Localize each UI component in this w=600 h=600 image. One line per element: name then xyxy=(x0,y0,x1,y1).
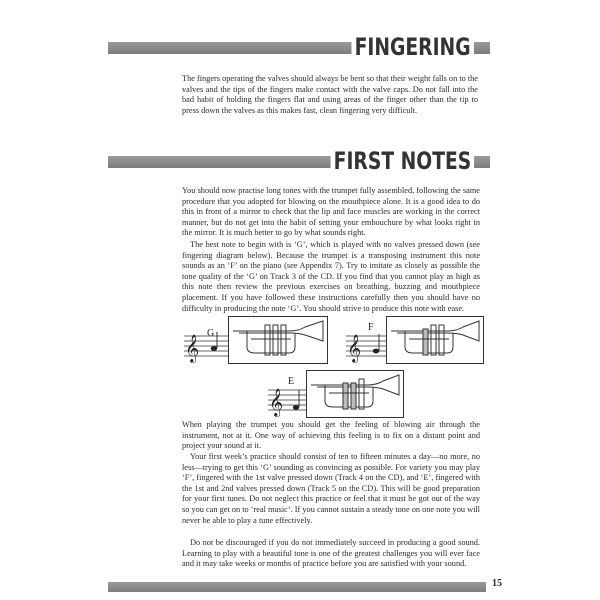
first-notes-paragraph-3: When playing the trumpet you should get the feeling of blowing air through the instrument, not at it. One way of achieving this feeling is to fix on a distant point and project your sound at it. xyxy=(182,420,480,451)
treble-clef-icon: 𝄞 xyxy=(347,334,362,362)
fingering-heading: FINGERING xyxy=(352,32,474,62)
first-notes-paragraph-5: Do not be discouraged if you do not immediately succeed in producing a good sound. Learning to play with a beautiful tone is one of the greatest challenges you will ever face and it may take weeks or months of practice before you are satisfied with your sound. xyxy=(182,538,480,569)
trumpet-icon xyxy=(307,371,403,417)
page-number: 15 xyxy=(492,578,502,589)
note-head-f xyxy=(373,349,379,354)
footer-bar xyxy=(108,582,486,592)
first-notes-paragraph-1: You should now practise long tones with the trumpet fully assembled, following the same procedure that you adopted for blowing on the mouthpiece alone. It is a good idea to do this in front of a mirror to check that the lip and face muscles are working in the correct manner, but do not get into the habit of setting your embouchure by what looks right in the mirror. It is much better to go by what sounds right. xyxy=(182,186,480,238)
treble-clef-icon: 𝄞 xyxy=(185,334,200,362)
first-notes-paragraph-2: The best note to begin with is ‘G’, which is played with no valves pressed down (see fingering diagram below). Because the trumpet is a transposing instrument this note sounds as an ‘F’ on the piano (see Appendix 7). Try to imitate as closely as possible the tone quality of the ‘G’ on Track 3 of the CD. If you find that you cannot play as high as this note then review the previous exercises on breathing, buzzing and mouthpiece placement. If you have followed these instructions carefully then you should have no difficulty in producing the note ‘G’. You should strive to produce this note with ease. xyxy=(182,240,480,313)
note-label-g: G xyxy=(207,328,215,339)
note-head-g xyxy=(211,346,217,351)
first-notes-paragraph-4: Your first week’s practice should consist of ten to fifteen minutes a day—no more, no less—trying to get this ‘G’ sounding as convincing as possible. For variety you may play ‘F’, fingered with the 1st valve pressed down (Track 4 on the CD), and ‘E’, fingered with the 1st and 2nd valves pressed down (Track 5 on the CD). This will be good preparation for your first tunes. Do not neglect this practice or feel that it must be got out of the way so you can get on to ‘real music’. If you cannot sustain a steady tone on one note you will never be able to play a tune effectively. xyxy=(182,452,480,525)
note-label-e: E xyxy=(288,376,295,387)
note-head-e xyxy=(293,405,299,410)
treble-clef-icon: 𝄞 xyxy=(269,388,284,416)
trumpet-box-f xyxy=(386,316,484,364)
trumpet-box-g xyxy=(228,316,328,364)
trumpet-icon xyxy=(387,317,483,363)
first-notes-heading: FIRST NOTES xyxy=(330,146,474,176)
fingering-paragraph: The fingers operating the valves should always be bent so that their weight falls on to the valves and the tips of the fingers make contact with the valve caps. Do not fall into the bad habit of holding the fingers flat and using areas of the finger other than the tip to press down the valves as this makes fast, clean fingering very difficult. xyxy=(182,74,478,115)
trumpet-icon xyxy=(229,317,327,363)
trumpet-box-e xyxy=(306,370,404,418)
note-label-f: F xyxy=(368,322,374,333)
